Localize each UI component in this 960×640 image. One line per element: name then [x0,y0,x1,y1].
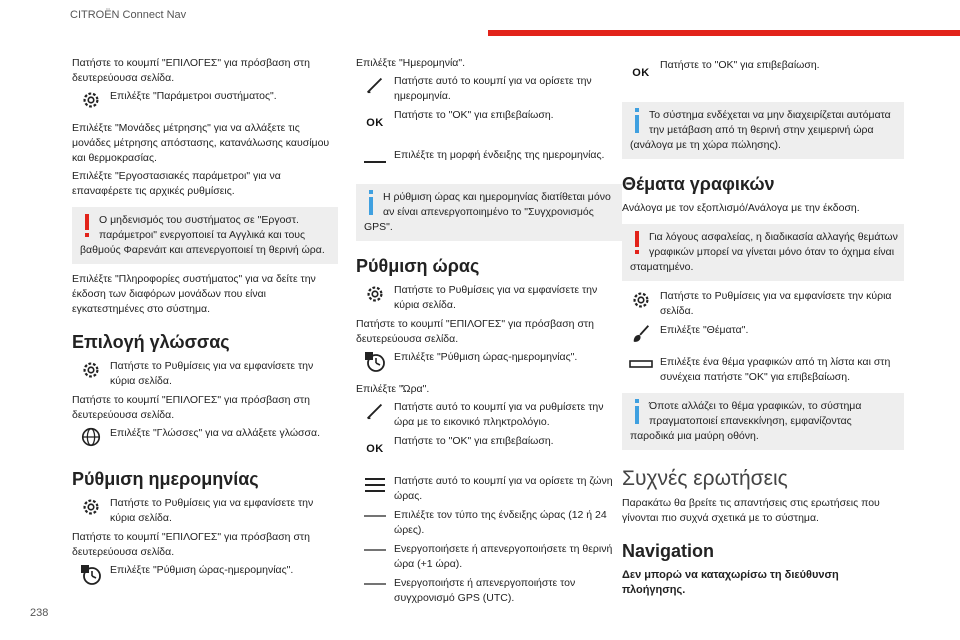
info-icon [630,108,644,136]
info-text: Η ρύθμιση ώρας και ημερομηνίας διατίθεται μόνο αν είναι απενεργοποιημένο το "Συγχρονισμός GPS". [364,191,611,233]
instruction-row [72,359,338,389]
info-box [622,393,904,450]
info-box [356,184,622,241]
instruction-row [72,563,338,591]
instruction-row [356,400,622,430]
section-title-language: Επιλογή γλώσσας [72,332,230,352]
instruction-text: Πατήστε αυτό το κουμπί για να ορίσετε την ημερομηνία. [394,75,592,102]
instruction-text: Πατήστε το Ρυθμίσεις για να εμφανίσετε την κύρια σελίδα. [660,290,892,317]
page-number: 238 [30,607,49,619]
instruction-text: Πατήστε το Ρυθμίσεις για να εμφανίσετε την κύρια σελίδα. [394,284,598,311]
option-line-icon [356,576,394,604]
theme-list-icon [622,355,660,383]
instruction-text: Επιλέξτε ένα θέμα γραφικών από τη λίστα και στη συνέχεια πατήστε "OK" για επιβεβαίωση. [660,356,891,383]
instruction-row [356,474,622,504]
instruction-row [622,323,904,351]
paragraph: Πατήστε το κουμπί "ΕΠΙΛΟΓΕΣ" για πρόσβαση στη δευτερεύουσα σελίδα. [72,57,310,84]
paragraph: Πατήστε το κουμπί "ΕΠΙΛΟΓΕΣ" για πρόσβαση στη δευτερεύουσα σελίδα. [356,318,594,345]
instruction-text: Ενεργοποιήσετε ή απενεργοποιήσετε τη θερινή ώρα (+1 ώρα). [394,543,613,570]
instruction-text: Επιλέξτε "Ρύθμιση ώρας-ημερομηνίας". [394,351,578,363]
paragraph: Πατήστε το κουμπί "ΕΠΙΛΟΓΕΣ" για πρόσβαση στη δευτερεύουσα σελίδα. [72,394,310,421]
section-title-navigation: Navigation [622,541,715,561]
instruction-row [72,496,338,526]
instruction-row [356,74,622,104]
instruction-text: Ενεργοποιήστε ή απενεργοποιήστε τον συγχρονισμό GPS (UTC). [394,577,576,604]
column-1 [72,56,338,595]
instruction-row [72,89,338,117]
ok-button-icon: OK [366,117,384,129]
warning-text: Για λόγους ασφαλείας, η διαδικασία αλλαγής θεμάτων γραφικών μπορεί να γίνεται μόνο όταν το όχημα είναι σταματημένο. [630,231,898,273]
paragraph: Επιλέξτε "Ώρα". [356,383,430,395]
instruction-text: Επιλέξτε τη μορφή ένδειξης της ημερομηνίας. [394,149,605,161]
settings-gear-icon [622,289,660,317]
instruction-row [622,355,904,385]
paragraph: Επιλέξτε "Μονάδες μέτρησης" για να αλλάξετε τις μονάδες μέτρησης απόστασης, κατανάλωσης καυσίμου και θερμοκρασίας. [72,122,330,164]
instruction-row [356,148,622,176]
instruction-row [356,542,622,572]
warning-box [622,224,904,281]
warning-text: Ο μηδενισμός του συστήματος σε "Εργοστ. παράμετροι" ενεργοποιεί τα Αγγλικά και τους βαθμούς Φαρενάιτ και απενεργοποιεί τη θερινή ώρα. [80,214,325,256]
format-line-icon [356,148,394,176]
info-icon [630,399,644,427]
section-title-date: Ρύθμιση ημερομηνίας [72,469,259,489]
running-header: CITROËN Connect Nav [70,9,187,21]
paragraph: Παρακάτω θα βρείτε τις απαντήσεις στις ερωτήσεις που γίνονται πιο συχνά σχετικά με το σύστημα. [622,497,880,524]
info-icon [364,190,378,218]
instruction-text: Επιλέξτε τον τύπο της ένδειξης ώρας (12 ή 24 ώρες). [394,509,607,536]
ok-button-icon: OK [632,67,650,79]
warning-icon [630,230,644,258]
instruction-text: Επιλέξτε "Παράμετροι συστήματος". [110,90,277,102]
instruction-text: Επιλέξτε "Θέματα". [660,324,749,336]
theme-brush-icon [622,323,660,351]
instruction-text: Πατήστε το "OK" για επιβεβαίωση. [394,109,554,121]
ok-button-icon: OK [366,443,384,455]
section-title-themes: Θέματα γραφικών [622,174,775,194]
paragraph: Επιλέξτε "Ημερομηνία". [356,57,465,69]
instruction-text: Πατήστε το Ρυθμίσεις για να εμφανίσετε την κύρια σελίδα. [110,360,314,387]
settings-gear-icon [72,359,110,387]
section-title-faq: Συχνές ερωτήσεις [622,467,788,490]
paragraph: Ανάλογα με τον εξοπλισμό/Ανάλογα με την έκδοση. [622,202,860,214]
instruction-row [72,426,338,454]
instruction-row [356,283,622,313]
accent-bar [488,30,960,36]
info-text: Όποτε αλλάζει το θέμα γραφικών, το σύστημα πραγματοποιεί επανεκκίνηση, εμφανίζοντας παροδικά μια μαύρη οθόνη. [630,400,862,442]
paragraph: Επιλέξτε "Πληροφορίες συστήματος" για να δείτε την έκδοση των διαφόρων μονάδων που είναι εγκατεστημένες στο σύστημα. [72,273,316,315]
instruction-row [356,434,622,470]
list-menu-icon [356,474,394,502]
settings-gear-icon [72,496,110,524]
column-3 [622,56,904,601]
instruction-text: Επιλέξτε "Γλώσσες" για να αλλάξετε γλώσσα. [110,427,321,439]
paragraph: Επιλέξτε "Εργοστασιακές παράμετροι" για να επαναφέρετε τις αρχικές ρυθμίσεις. [72,170,281,197]
option-line-icon [356,508,394,536]
instruction-text: Πατήστε αυτό το κουμπί για να ορίσετε τη ζώνη ώρας. [394,475,613,502]
settings-gear-icon [72,89,110,117]
instruction-row [356,350,622,378]
option-line-icon [356,542,394,570]
pencil-icon [356,400,394,428]
faq-question: Δεν μπορώ να καταχωρίσω τη διεύθυνση πλοήγησης. [622,569,839,596]
clock-calendar-icon [356,350,394,378]
instruction-row [356,108,622,144]
info-text: Το σύστημα ενδέχεται να μην διαχειρίζεται αυτόματα την μετάβαση από τη θερινή στην χειμερινή ώρα (ανάλογα με τη χώρα πώλησης). [630,109,891,151]
settings-gear-icon [356,283,394,311]
info-box [622,102,904,159]
instruction-text: Πατήστε αυτό το κουμπί για να ρυθμίσετε την ώρα με το εικονικό πληκτρολόγιο. [394,401,604,428]
pencil-icon [356,74,394,102]
instruction-row [356,576,622,606]
warning-icon [80,213,94,241]
paragraph: Πατήστε το κουμπί "ΕΠΙΛΟΓΕΣ" για πρόσβαση στη δευτερεύουσα σελίδα. [72,531,310,558]
instruction-row [356,508,622,538]
instruction-text: Πατήστε το Ρυθμίσεις για να εμφανίσετε την κύρια σελίδα. [110,497,314,524]
instruction-text: Επιλέξτε "Ρύθμιση ώρας-ημερομηνίας". [110,564,294,576]
instruction-text: Πατήστε το "OK" για επιβεβαίωση. [394,435,554,447]
language-globe-icon [72,426,110,454]
instruction-row [622,58,904,94]
warning-box [72,207,338,264]
clock-calendar-icon [72,563,110,591]
section-title-time: Ρύθμιση ώρας [356,256,480,276]
instruction-text: Πατήστε το "OK" για επιβεβαίωση. [660,59,820,71]
instruction-row [622,289,904,319]
column-2 [356,56,622,610]
